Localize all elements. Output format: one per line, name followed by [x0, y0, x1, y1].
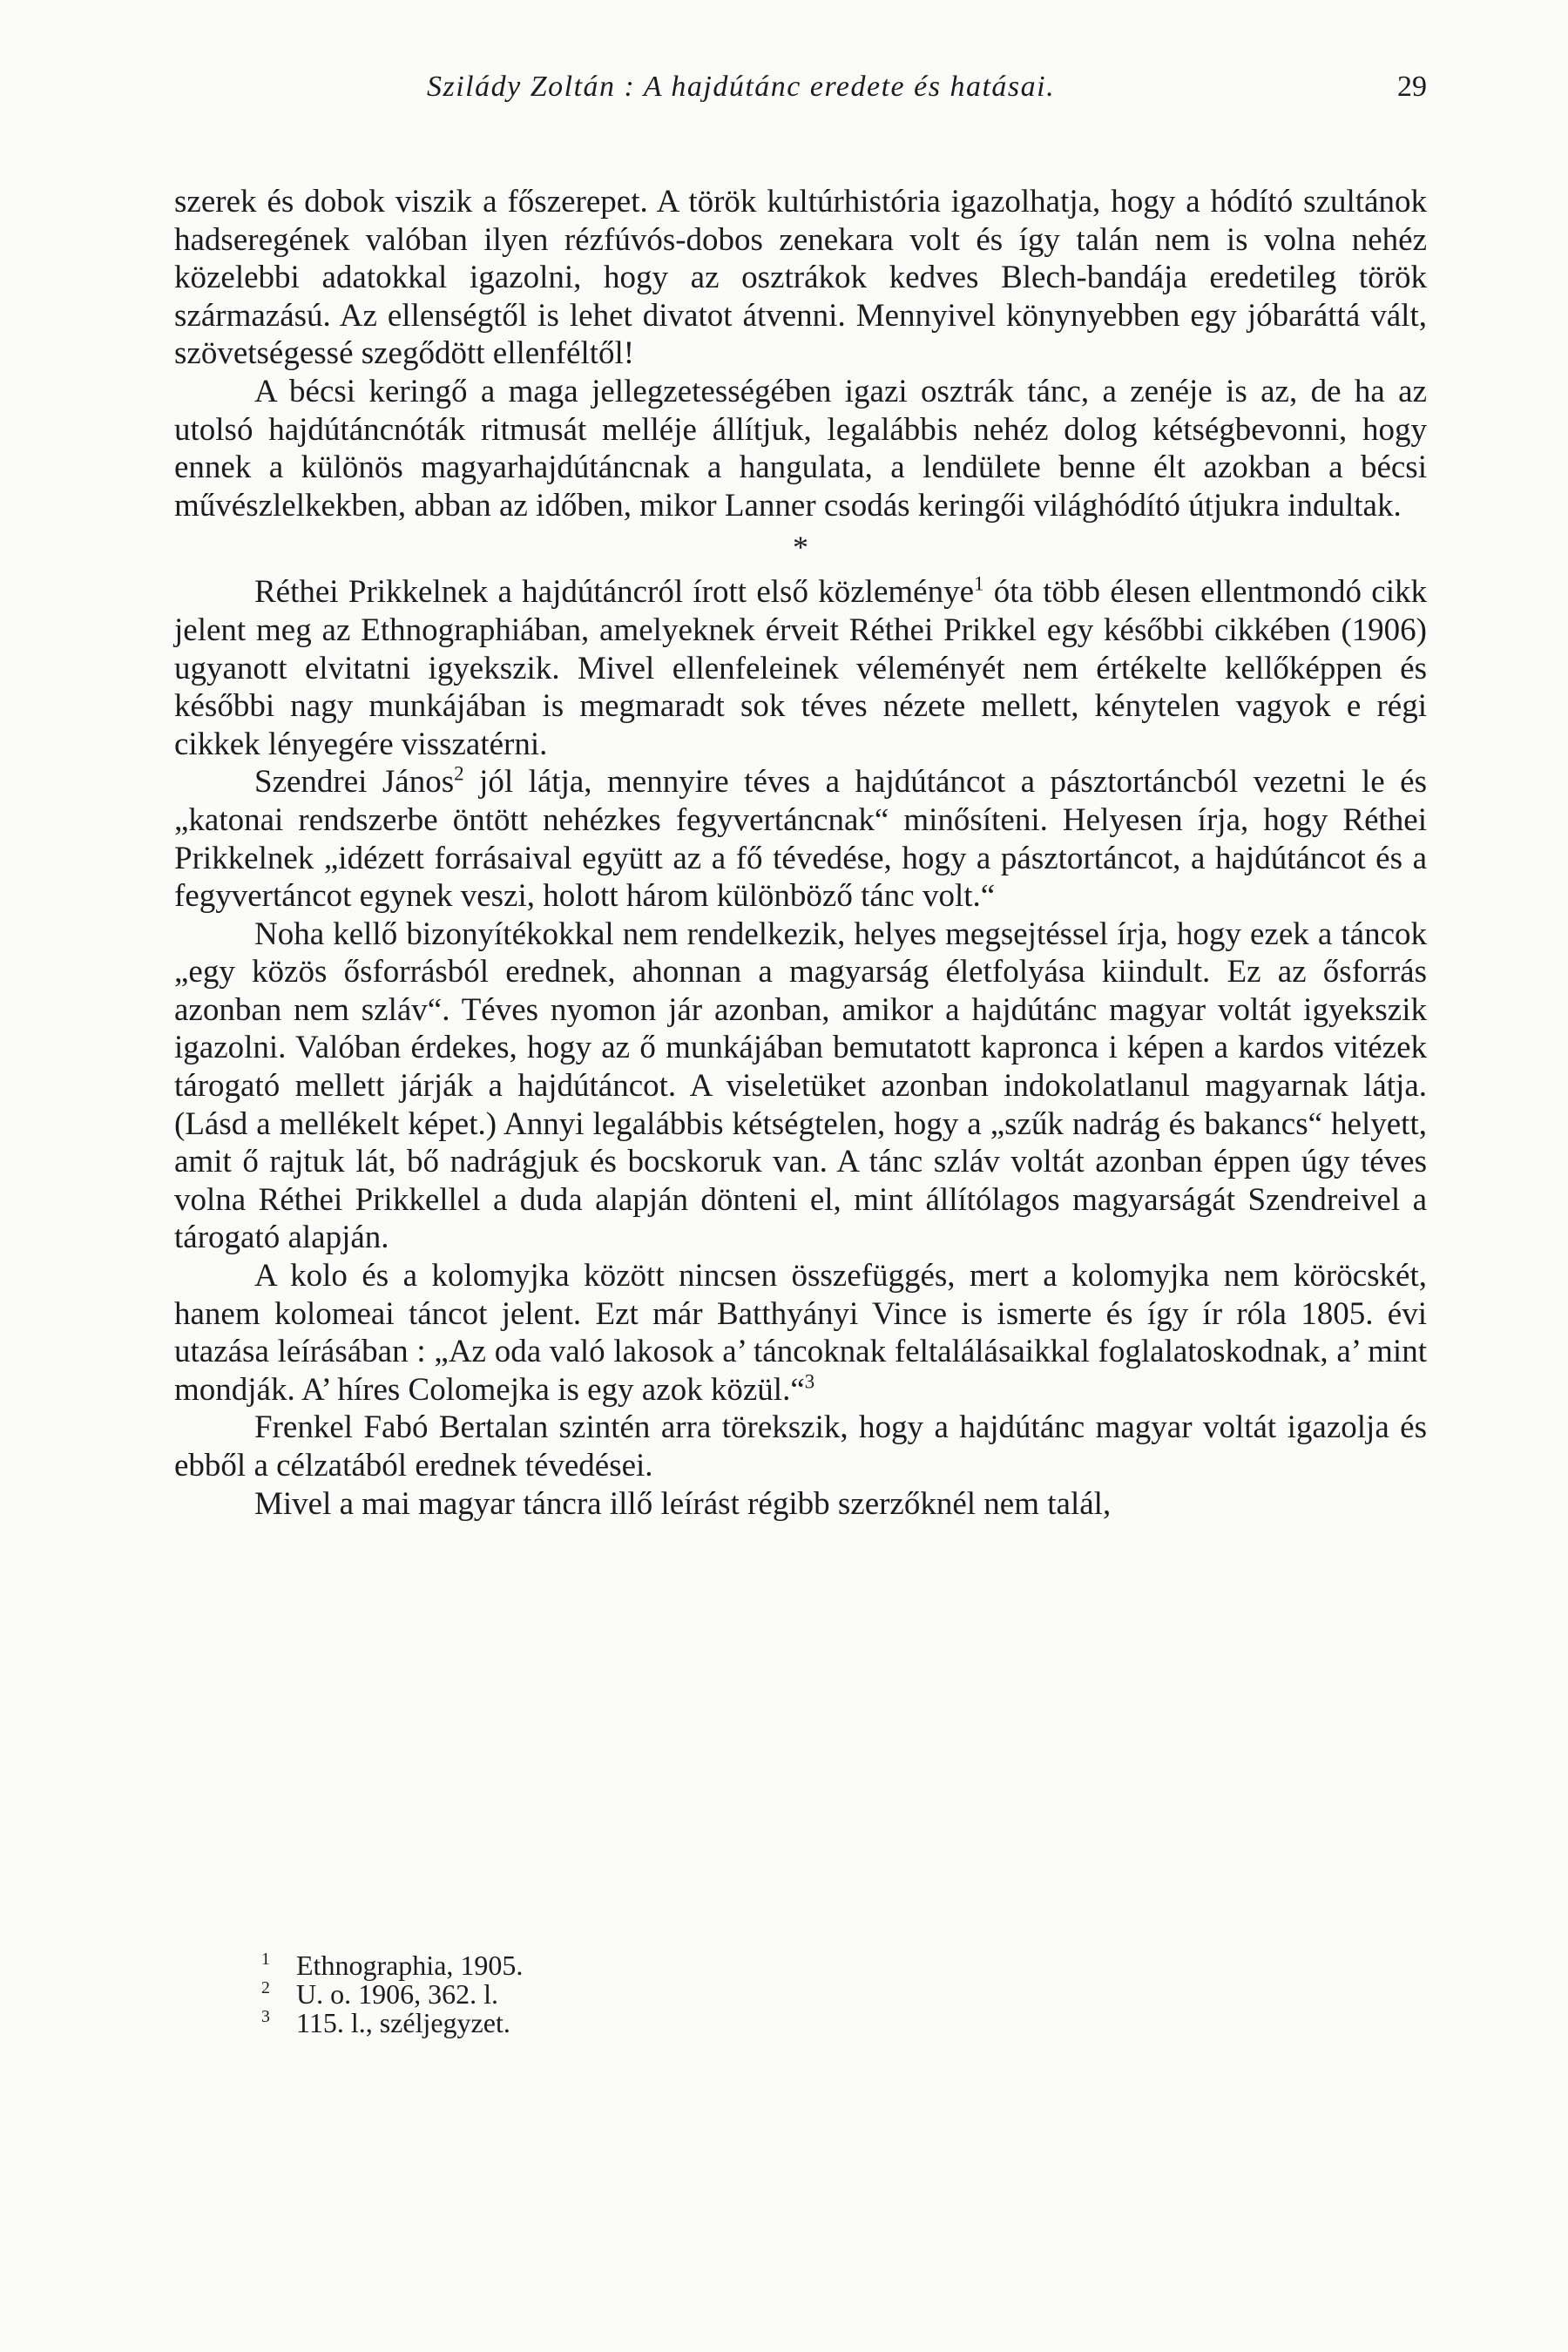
paragraph: A bécsi keringő a maga jellegzetességében igazi osztrák tánc, a zenéje is az, de ha az utolsó hajdútáncnóták ritmusát melléje állítjuk, legalábbis nehéz dolog kétségbevonni, hogy ennek a különös magyarhajdútáncnak a hangulata, a lendülete benne élt azokban a bécsi művészlelkekben, abban az időben, mikor Lanner csodás keringői világhódító útjukra indultak. [174, 373, 1427, 524]
footnote-text: U. o. 1906, 362. l. [296, 1978, 498, 2010]
paragraph [174, 1257, 1427, 1409]
paragraph-text: Réthei Prikkelnek a hajdútáncról írott első közleménye [254, 574, 974, 611]
paragraph-text: A kolo és a kolomyjka között nincsen összefüggés, mert a kolomyjka nem köröcskét, hanem kolomeai táncot jelent. Ezt már Batthyányi Vince is ismerte és így ír róla 1805. évi utazása leírásában : „Az oda való lakosok a’ táncoknak feltalálásaikkal foglalatoskodnak, a’ mint mondják. A’ híres Colomejka is egy azok közül.“ [174, 1258, 1427, 1408]
footnote: $^2$ U. o. 1906, 362. l. [261, 1978, 498, 2010]
running-head-title: Sziládу Zoltán : A hajdútánc eredete és hatásai. [427, 71, 1056, 103]
paragraph-text: jól látja, mennyire téves a hajdútáncot a pásztortáncból vezetni le és „katonai rendszerbe öntött nehézkes fegyvertáncnak“ minősíteni. Helyesen írja, hogy Réthei Prikkelnek „idézett forrásaival együtt az a fő tévedése, hogy a pásztortáncot, a hajdútáncot és a fegyvertáncot egynek veszi, holott három különböző tánc volt.“ [174, 764, 1428, 915]
footnote-ref: 1 [974, 573, 984, 596]
footnotes [261, 1951, 958, 2038]
footnote-ref: 3 [804, 1370, 815, 1393]
footnote-text: 115. l., széljegyzet. [296, 2007, 510, 2038]
paragraph: Mivel a mai magyar táncra illő leírást régibb szerzőknél nem talál, [254, 1485, 1112, 1522]
footnote: $^3$ 115. l., széljegyzet. [261, 2007, 510, 2038]
paragraph: Frenkel Fabó Bertalan szintén arra törekszik, hogy a hajdútánc magyar voltát igazolja és ebből a célzatából erednek tévedései. [174, 1409, 1427, 1484]
paragraph [174, 573, 1427, 763]
paragraph: szerek és dobok viszik a főszerepet. A török kultúrhistória igazolhatja, hogy a hódító szultánok hadseregének valóban ilyen rézfúvós-dobos zenekara volt és így talán nem is volna nehéz közelebbi adatokkal igazolni, hogy az osztrákok kedves Blech-bandája eredetileg török származású. Az ellenségtől is lehet divatot átvenni. Mennyivel könynyebben egy jóbaráttá vált, szövetségessé szegődött ellenféltől! [174, 184, 1427, 372]
page-number: 29 [1397, 71, 1427, 103]
footnote-ref: 2 [454, 762, 464, 785]
running-header [174, 61, 1427, 113]
footnote-text: Ethnographia, 1905. [296, 1950, 524, 1981]
paragraph [174, 763, 1427, 915]
paragraph-text: Szendrei János [254, 764, 455, 801]
footnote: $^1$ Ethnographia, 1905. [261, 1950, 524, 1981]
paragraph-text: óta több élesen ellentmondó cikk jelent meg az Ethnographiában, amelyeknek érveit Réthei Prikkel egy későbbi cikkében (1906) ugyanott elvitatni igyekszik. Mivel ellenfeleinek véleményét nem értékelte kellőképpen és későbbi nagy munkájában is megmaradt sok téves nézete mellett, kénytelen vagyok e régi cikkek lényegére visszatérni. [174, 574, 1428, 762]
paragraph: Noha kellő bizonyítékokkal nem rendelkezik, helyes megsejtéssel írja, hogy ezek a táncok „egy közös ősforrásból erednek, ahonnan a magyarság életfolyása kiindult. Ez az ősforrás azonban nem szláv“. Téves nyomon jár azonban, amikor a hajdútánc magyar voltát igyekszik igazolni. Valóban érdekes, hogy az ő munkájában bemutatott kapronca i képen a kardos vitézek tárogató mellett járják a hajdútáncot. A viseletüket azonban indokolatlanul magyarnak látja. (Lásd a mellékelt képet.) Annyi legalábbis kétségtelen, hogy a „szűk nadrág és bakancs“ helyett, amit ő rajtuk lát, bő nadrágjuk és bocskoruk van. A tánc szláv voltát azonban éppen úgy téves volna Réthei Prikkellel a duda alapján dönteni el, mint állítólagos magyarságát Szendreivel a tárogató alapján. [174, 916, 1427, 1256]
body-text [174, 183, 1427, 1523]
section-separator: * [793, 530, 808, 565]
